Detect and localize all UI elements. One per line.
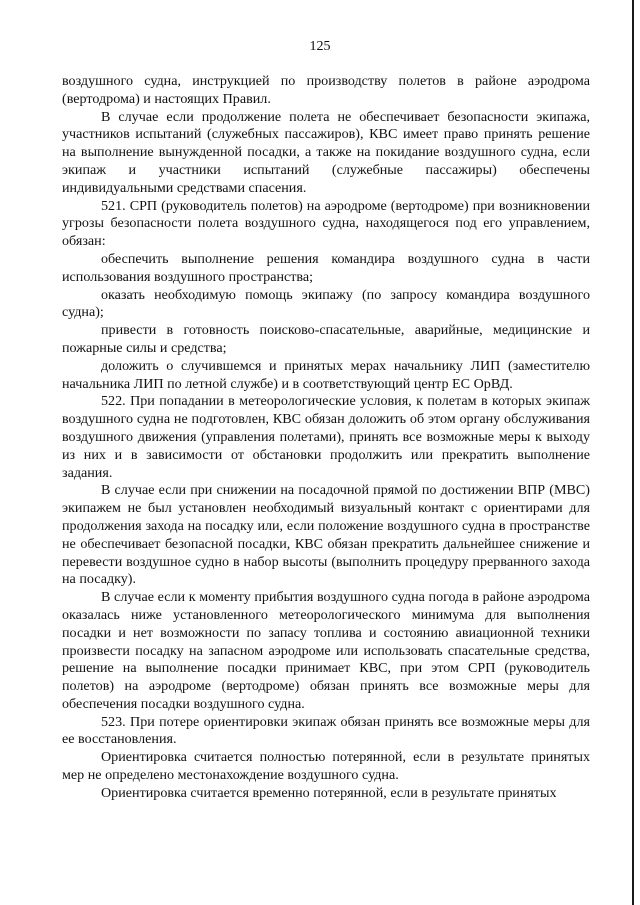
paragraph: В случае если при снижении на посадочной прямой по достижении ВПР (МВС) экипажем не был установлен необходимый визуальный контакт с ориентирами для продолжения захода на посадку или, если положение воздушного судна в пространстве не обеспечивает безопасной посадки, КВС обязан прекратить дальнейшее снижение и перевести воздушное судно в набор высоты (выполнить процедуру прерванного захода на посадку). — [62, 482, 590, 588]
paragraph-clause-522: 522. При попадании в метеорологические условия, к полетам в которых экипаж воздушного судна не подготовлен, КВС обязан доложить об этом органу обслуживания воздушного движения (управления полетами), принять все возможные меры к выходу из них и в зависимости от обстановки продолжить или прекратить выполнение задания. — [62, 393, 590, 481]
paragraph-clause-521: 521. СРП (руководитель полетов) на аэродроме (вертодроме) при возникновении угрозы безопасности полета воздушного судна, находящегося под его управлением, обязан: — [62, 197, 590, 250]
paragraph: доложить о случившемся и принятых мерах начальнику ЛИП (заместителю начальника ЛИП по летной службе) и в соответствующий центр ЕС ОрВД. — [62, 357, 590, 392]
paragraph-continuation: воздушного судна, инструкцией по производству полетов в районе аэродрома (вертодрома) и настоящих Правил. — [62, 73, 590, 107]
paragraph-clause-523: 523. При потере ориентировки экипаж обязан принять все возможные меры для ее восстановления. — [62, 713, 590, 748]
paragraph: В случае если к моменту прибытия воздушного судна погода в районе аэродрома оказалась ниже установленного метеорологического минимума для выполнения посадки и нет возможности по запасу топлива и состоянию авиационной техники произвести посадку на запасном аэродроме или использовать спасательные средства, решение на выполнение посадки принимает КВС, при этом СРП (руководитель полетов) на аэродроме (вертодроме) обязан принять все возможные меры для обеспечения посадки воздушного судна. — [62, 589, 590, 712]
paragraph: привести в готовность поисково-спасательные, аварийные, медицинские и пожарные силы и средства; — [62, 322, 590, 356]
document-body — [62, 73, 590, 803]
page-edge-line — [632, 0, 634, 905]
paragraph: оказать необходимую помощь экипажу (по запросу командира воздушного судна); — [62, 286, 590, 321]
page-number: 125 — [309, 39, 331, 54]
paragraph: обеспечить выполнение решения командира воздушного судна в части использования воздушного пространства; — [62, 250, 590, 285]
paragraph: В случае если продолжение полета не обеспечивает безопасности экипажа, участников испытаний (служебных пассажиров), КВС имеет право принять решение на выполнение вынужденной посадки, а также на покидание воздушного судна, если экипаж и участники испытаний (служебные пассажиры) обеспечены индивидуальными средствами спасения. — [62, 108, 590, 196]
paragraph: Ориентировка считается временно потерянной, если в результате принятых — [101, 784, 557, 801]
paragraph: Ориентировка считается полностью потерянной, если в результате принятых мер не определено местонахождение воздушного судна. — [62, 749, 590, 784]
